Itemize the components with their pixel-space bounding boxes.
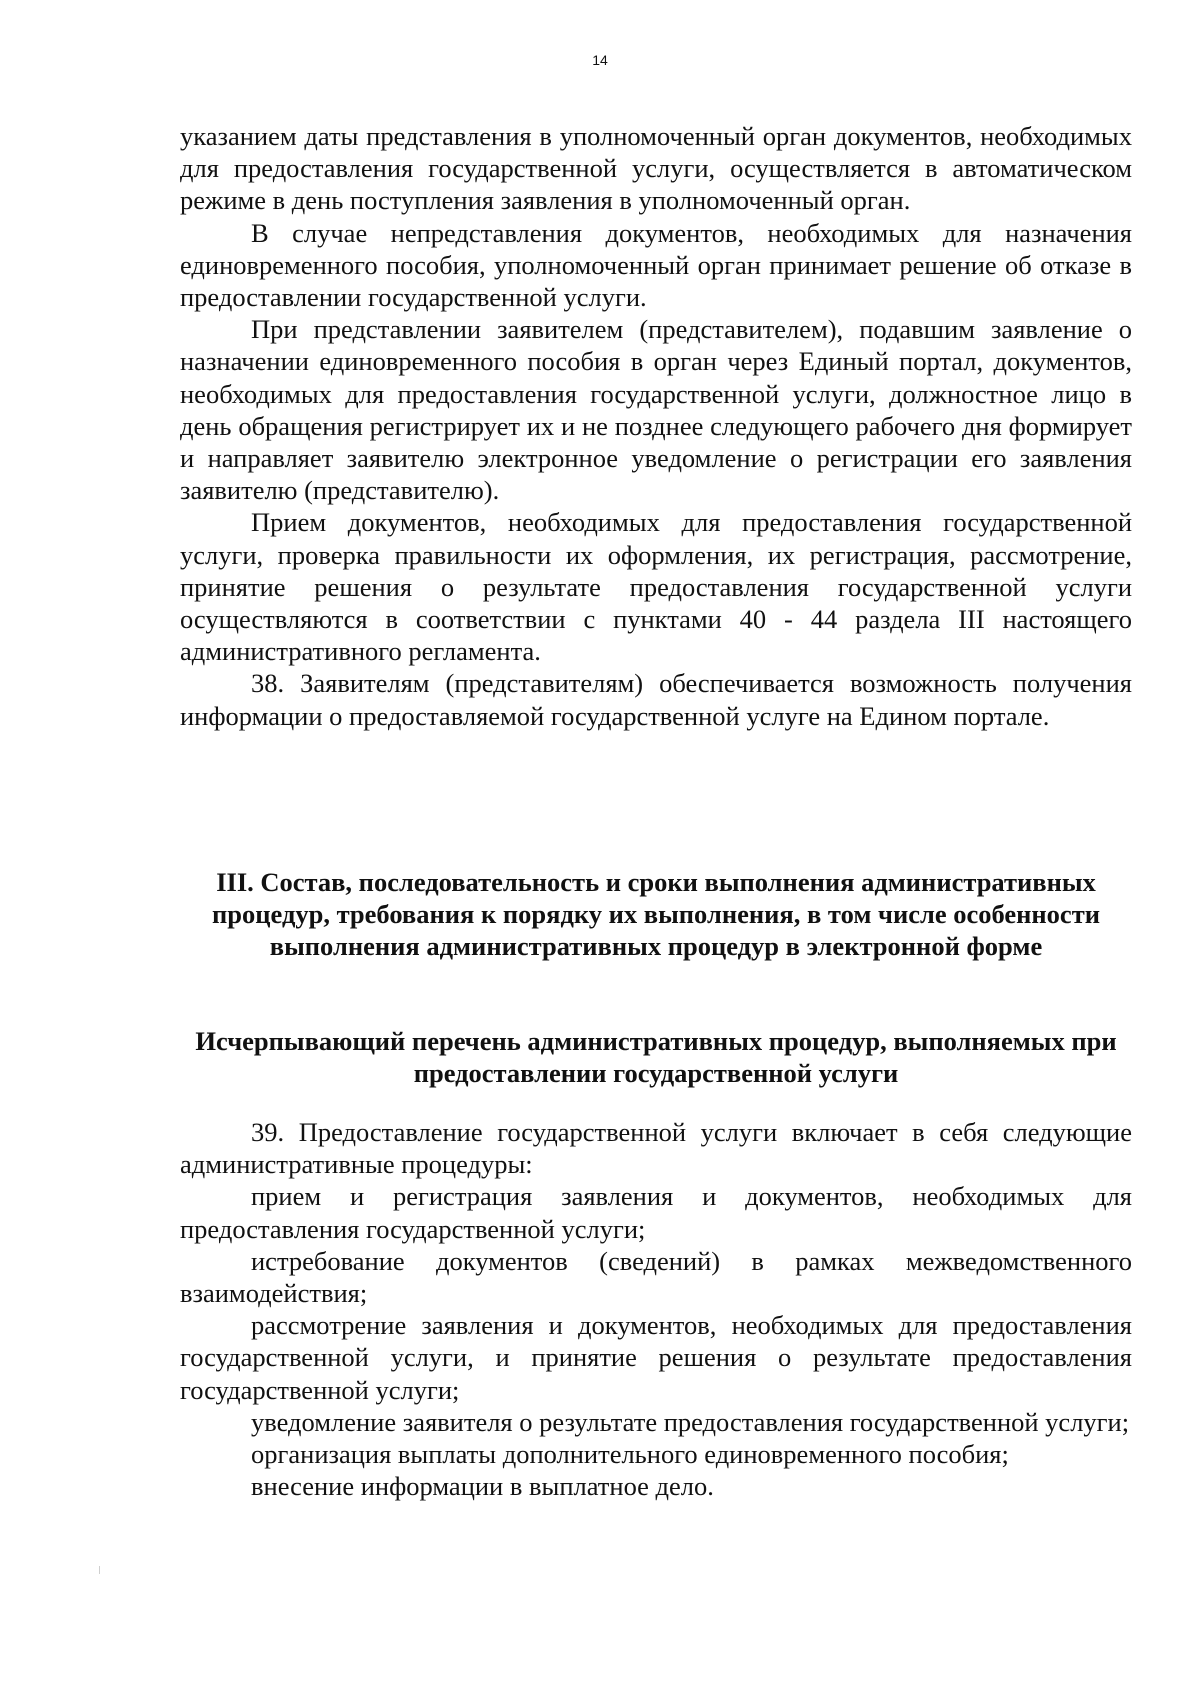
scan-mark — [99, 1566, 100, 1574]
section-heading: III. Состав, последовательность и сроки выполнения административных процедур, требования к порядку их выполнения, в том числе особенности выполнения административных процедур в электронной форме — [212, 867, 1100, 961]
page-number: 14 — [592, 52, 608, 68]
paragraph-refusal: В случае непредставления документов, необходимых для назначения единовременного пособия, уполномоченный орган принимает решение об отказе в предоставлении государственной услуги. — [180, 217, 1132, 313]
procedure-item: внесение информации в выплатное дело. — [251, 1471, 714, 1502]
procedure-item: рассмотрение заявления и документов, необходимых для предоставления государственной услуги, и принятие решения о результате предоставления государственной услуги; — [180, 1310, 1132, 1405]
paragraph-item-38: 38. Заявителям (представителям) обеспечивается возможность получения информации о предоставляемой государственной услуге на Едином портале. — [180, 668, 1132, 731]
procedure-item: организация выплаты дополнительного единовременного пособия; — [251, 1439, 1009, 1470]
subsection-heading: Исчерпывающий перечень административных процедур, выполняемых при предоставлении государственной услуги — [195, 1026, 1117, 1088]
body-text — [180, 120, 1132, 732]
paragraph-continuation: указанием даты представления в уполномоченный орган документов, необходимых для предоставления государственной услуги, осуществляется в автоматическом режиме в день поступления заявления в уполномоченный орган. — [180, 121, 1132, 216]
paragraph-document-processing: Прием документов, необходимых для предоставления государственной услуги, проверка правильности их оформления, их регистрация, рассмотрение, принятие решения о результате предоставления государственной услуги осуществляются в соответствии с пунктами 40 - 44 раздела III настоящего административного регламента. — [180, 507, 1132, 667]
procedure-item: истребование документов (сведений) в рамках межведомственного взаимодействия; — [180, 1245, 1132, 1309]
procedure-item: уведомление заявителя о результате предоставления государственной услуги; — [251, 1406, 1130, 1437]
paragraph-portal-submission: При представлении заявителем (представителем), подавшим заявление о назначении единовременного пособия в орган через Единый портал, документов, необходимых для предоставления государственной услуги, должностное лицо в день обращения регистрирует их и не позднее следующего рабочего дня формирует и направляет заявителю электронное уведомление о регистрации его заявления заявителю (представителю). — [180, 314, 1132, 506]
procedures-section — [180, 1116, 1132, 1502]
paragraph-item-39: 39. Предоставление государственной услуги включает в себя следующие административные процедуры: — [180, 1117, 1132, 1180]
procedure-item: прием и регистрация заявления и документов, необходимых для предоставления государственной услуги; — [180, 1181, 1132, 1244]
